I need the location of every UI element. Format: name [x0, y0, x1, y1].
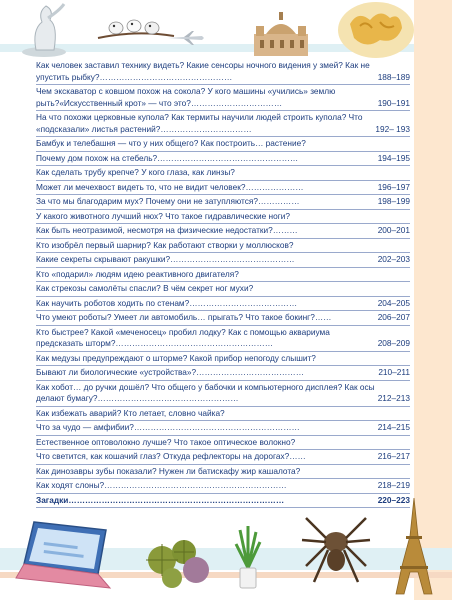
toc-question: Что светится, как кошачий глаз? Откуда рефлекторы на дорогах?……: [36, 451, 306, 461]
toc-question: Как сделать трубу крепче? У кого глаза, как линзы?: [36, 167, 235, 177]
toc-question: Как научить роботов ходить по стенам?…………………………………: [36, 297, 298, 308]
toc-question: Как динозавры зубы показали? Нужен ли батискафу жир кашалота?: [36, 465, 301, 476]
toc-question: Чем экскаватор с ковшом похож на сокола? У кого машины «учились» землю рыть?«Искусственный крот» — что это?……………………………: [36, 86, 336, 108]
toc-row: [36, 166, 410, 181]
toc-row: [36, 210, 410, 225]
spider-icon: [300, 506, 372, 586]
toc-row: [36, 352, 410, 367]
toc-row: [36, 181, 410, 196]
toc-page-range: 216–217: [377, 451, 410, 461]
toc-page-range: 200–201: [377, 225, 410, 235]
toc-row: [36, 297, 410, 312]
burdock-burr-icon: [140, 530, 220, 594]
toc-row: [36, 421, 410, 436]
toc-question: Кто быстрее? Какой «меченосец» пробил лодку? Как с помощью аквариума предсказать шторм?…………………………………………………: [36, 326, 330, 348]
toc-question: У какого животного лучший нюх? Что такое гидравлические ноги?: [36, 210, 291, 221]
toc-row: [36, 450, 410, 465]
cathedral-dome-icon: [250, 10, 312, 56]
toc-page-range: 202–203: [377, 254, 410, 264]
toc-question: Бамбук и телебашня — что у них общего? Как построить… растение?: [36, 138, 306, 148]
potted-plant-icon: [234, 524, 262, 592]
toc-question: Какие секреты скрывают ракушки?………………………………………: [36, 254, 295, 264]
toc-row: [36, 479, 410, 494]
toc-row: [36, 268, 410, 283]
toc-question: Что умеют роботы? Умеет ли автомобиль… прыгать? Что такое бокинг?……: [36, 312, 332, 322]
toc-row: [36, 282, 410, 297]
toc-question: Как ходят слоны?…………………………………………………………: [36, 480, 287, 490]
toc-page-range: 196–197: [377, 181, 410, 192]
toc-page-range: 204–205: [377, 297, 410, 308]
toc-row: [36, 59, 410, 85]
toc-question: Загадки……………………………………………………………………: [36, 494, 285, 505]
toc-row: [36, 137, 410, 152]
toc-question: Кто изобрёл первый шарнир? Как работают створки у моллюсков?: [36, 239, 294, 250]
toc-row: [36, 381, 410, 407]
toc-question: Как человек заставил технику видеть? Какие сенсоры ночного видения у змей? Как не упустить рыбку?…………………………………………: [36, 60, 370, 82]
toc-question: Кто «подарил» людям идею реактивного двигателя?: [36, 268, 239, 279]
toc-page-range: 214–215: [377, 422, 410, 432]
toc-question: Бывают ли биологические «устройства»?…………………………………: [36, 367, 305, 377]
toc-row: [36, 326, 410, 352]
toc-page-range: 210–211: [378, 367, 410, 377]
eiffel-tower-icon: [394, 496, 434, 596]
toc-page-range: 198–199: [377, 196, 410, 206]
toc-row: [36, 311, 410, 326]
birds-on-branch-icon: [96, 8, 176, 48]
toc-page-range: 220–223: [377, 494, 410, 505]
toc-question: Естественное оптоволокно лучше? Что такое оптическое волокно?: [36, 436, 296, 447]
toc-page-range: 212–213: [377, 393, 410, 403]
toc-question: Что за чудо — амфибии?……………………………………………………: [36, 422, 300, 432]
table-of-contents: [36, 59, 410, 508]
toc-question: Как стрекозы самолёты спасли? В чём секрет ног мухи?: [36, 283, 254, 293]
toc-row: [36, 436, 410, 451]
toc-row: [36, 253, 410, 268]
toc-question: Как хобот… до ручки дошёл? Что общего у бабочки и компьютерного дисплея? Как осы делают бумагу?……………………………………………: [36, 381, 375, 403]
toc-question: Может ли мечехвост видеть то, что не видит человек?…………………: [36, 181, 304, 192]
pasta-bowl-icon: [336, 0, 416, 60]
toc-question: Почему дом похож на стебель?……………………………………………: [36, 152, 299, 163]
toc-row: [36, 224, 410, 239]
toc-question: Как быть неотразимой, несмотря на физические недостатки?………: [36, 225, 298, 235]
toc-row: [36, 407, 410, 422]
toc-page-range: 190–191: [377, 97, 410, 108]
statue-icon: [18, 0, 70, 58]
toc-page-range: 188–189: [377, 71, 410, 82]
laptop-icon: [14, 518, 114, 596]
toc-row: [36, 152, 410, 167]
toc-row: [36, 195, 410, 210]
toc-question: Как избежать аварий? Кто летает, словно чайка?: [36, 407, 225, 418]
toc-question: За что мы благодарим мух? Почему они не затупляются?……………: [36, 196, 300, 206]
toc-page-range: 208–209: [377, 338, 410, 348]
toc-page-range: 218–219: [377, 480, 410, 490]
toc-row: [36, 239, 410, 254]
toc-row: [36, 366, 410, 381]
toc-row: [36, 465, 410, 480]
toc-row: [36, 85, 410, 111]
toc-page-range: 206–207: [377, 312, 410, 322]
toc-row: [36, 111, 410, 137]
toc-question: Как медузы предупреждают о шторме? Какой прибор непогоду слышит?: [36, 352, 316, 363]
toc-question: На что похожи церковные купола? Как термиты научили людей строить купола? Что «подсказали» листья растений?……………………………: [36, 112, 363, 134]
airplane-icon: [166, 30, 206, 46]
toc-page-range: 194–195: [377, 152, 410, 163]
toc-page-range: 192– 193: [375, 123, 410, 134]
